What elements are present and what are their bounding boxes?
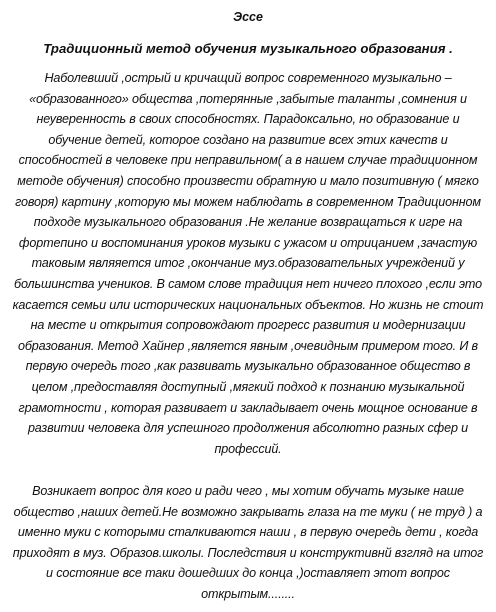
text-line: подходе музыкального образования .Не желание возвращаться к игре на [33, 215, 463, 230]
text-line: первую очередь того ,как развивать музыкально образованное общество в [25, 359, 471, 374]
text-line: целом ,предоставляя доступный ,мягкий подход к познанию музыкальной [31, 379, 465, 394]
paragraph-2 [6, 481, 490, 605]
text-line: неуверенность в своих способностях. Парадоксально, но образование и [36, 112, 460, 127]
text-line: профессий. [214, 441, 282, 456]
document-title: Эссе [233, 10, 263, 24]
text-line: говоря) картину ,которую мы можем наблюдать в современном Традиционном [15, 194, 481, 209]
text-line: методе обучения) способно произвести обратную и мало позитивную ( мягко [17, 173, 479, 188]
text-line: фортепино и воспоминания уроков музыки с ужасом и отрицанием ,зачастую [18, 235, 478, 250]
text-line: Наболевший ,острый и кричащий вопрос современного музыкально – [44, 71, 452, 85]
text-line: именно муки с которыми сталкиваются наши , в первую очередь дети , когда [17, 525, 479, 540]
text-line: на месте и открытия сопровождают прогресс развития и модернизации [30, 318, 466, 333]
document-heading: Традиционный метод обучения музыкального образования . [43, 41, 453, 56]
text-line: и состояние все таки дошедших до конца ,)оставляет этот вопрос [46, 566, 450, 581]
text-line: образования. Метод Хайнер ,является явным ,очевидным примером того. И в [18, 338, 478, 353]
text-line: «образованного» общества ,потерянные ,забытые таланты ,сомнения и [29, 91, 467, 106]
text-line: касается семьи или исторических национальных объектов. Но жизнь не стоит [12, 297, 484, 312]
text-line: развитии человека для успешного продолжения абсолютно разных сфер и [27, 421, 469, 436]
text-line: таковым являяется итог ,окончание муз.образовательных учреждений у [31, 256, 465, 271]
text-line: большинства учеников. В самом слове традиция нет ничего плохого ,если это [14, 276, 482, 291]
text-line: обучение детей, которое создано на развитие всех этих качеств и [48, 132, 448, 147]
text-line: способностей в человеке при неправильном( а в нашем случае традиционном [18, 153, 478, 168]
text-line: общество ,наших детей.Не возможно закрывать глаза на те муки ( не труд ) а [13, 504, 483, 519]
text-line: приходят в муз. Образов.школы. Последствия и конструктивнй взгляд на итог [12, 545, 484, 560]
text-line: открытым........ [201, 586, 295, 601]
paragraph-1 [6, 68, 490, 459]
text-line: грамотности , которая развивает и закладывает очень мощное основание в [18, 400, 478, 415]
text-line: Возникает вопрос для кого и ради чего , мы хотим обучать музыке наше [32, 484, 464, 498]
